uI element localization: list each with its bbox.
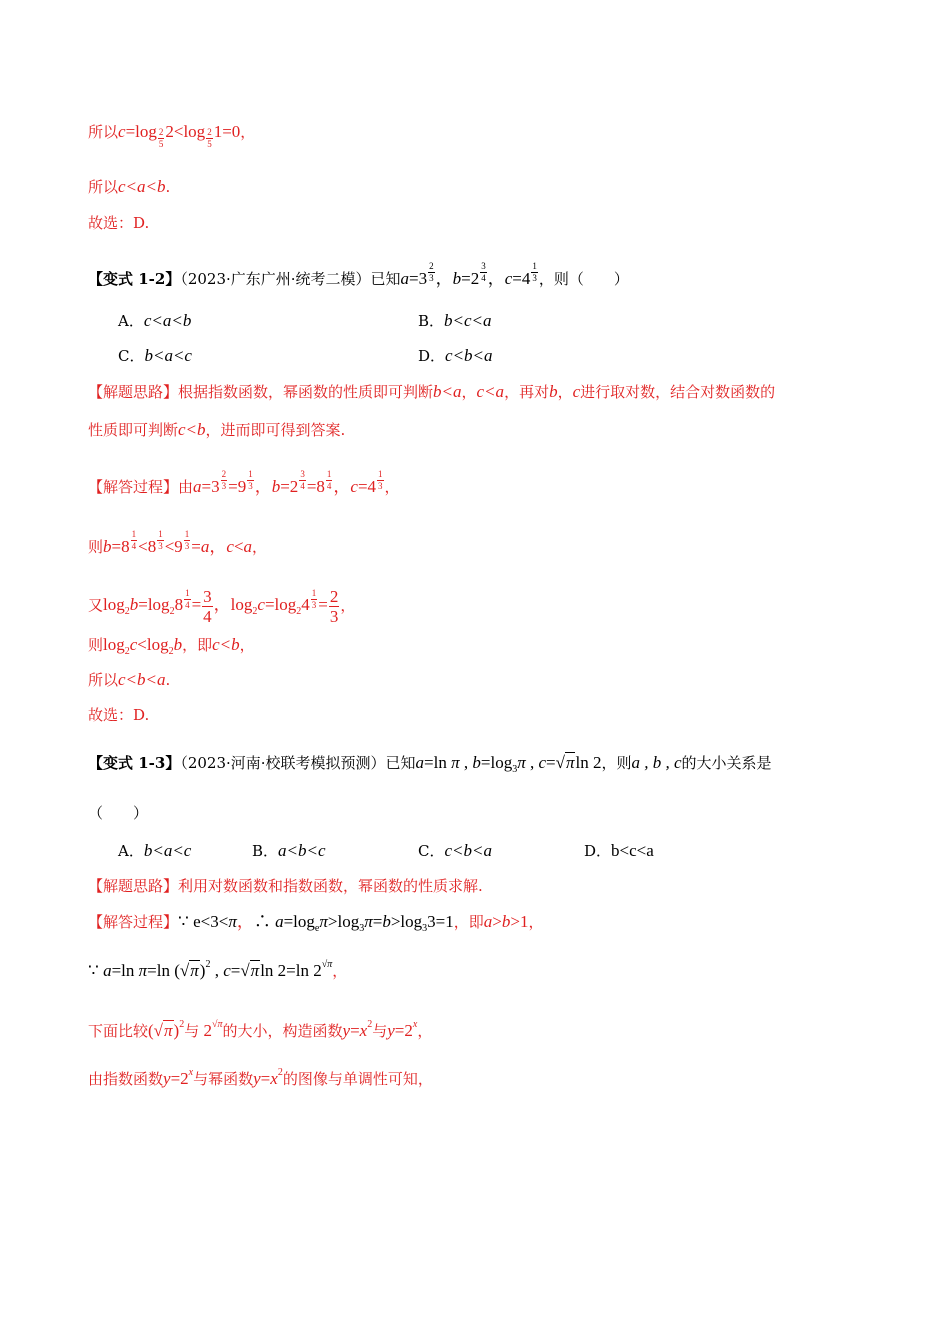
text: 所以 xyxy=(88,671,119,689)
process-2-line-3: 又$\log_2b=\log_28$ $^{\frac{1}{4}}$ = $\frac{3}{4}$ ，$\log_2c=\log_24$ $^{\frac{1}{3}}$ = $\frac{2}{3}$ ， xyxy=(88,587,356,626)
solution-idea-3 xyxy=(88,876,483,896)
math-expression: ∵ e<3<π，∴ $a=\log_e\pi>\log_3\pi=b>\log_33=1$ xyxy=(178,912,454,934)
math-expression: c<b xyxy=(178,420,206,439)
math-expression: c=log $_{\frac{2}{5}}$ 2<log $_{\frac{2}{5}}$ 1=0 xyxy=(118,122,241,150)
process-2-line-1: 【解答过程】由a=3 $^{\frac{2}{3}}$ =9 $^{\frac{1}{3}}$ ，b=2 $^{\frac{3}{4}}$ =8 $^{\frac{1}{4}}$ ，c=4 $^{\frac{1}{3}}$ ， xyxy=(88,469,400,496)
text: 根据指数函数，幂函数的性质即可判断 xyxy=(178,383,434,401)
text: 性质即可判断 xyxy=(88,421,179,439)
process-2-line-5: 所以c<b<a. xyxy=(88,670,171,689)
answer-1: 故选：D. xyxy=(88,214,150,232)
text: 与幂函数 xyxy=(193,1070,254,1088)
math-expression: ∵ a=ln π=ln $(√\pi)^2$ , c=√πln 2=ln $2^{√\pi}$ xyxy=(88,959,333,980)
process-3-line-1: 【解答过程】∵ e<3<π，∴ $a=\log_e\pi>\log_3\pi=b>\log_33=1$，即a>b>1， xyxy=(88,912,544,934)
process-2-line-4: 则$\log_2c<\log_2b$，即c<b， xyxy=(88,635,255,657)
option-letter: C． xyxy=(418,842,445,860)
math-expression: c xyxy=(572,382,581,401)
option-letter: A． xyxy=(118,842,144,860)
math-expression: b=8 $^{\frac{1}{4}}$ <8 $^{\frac{1}{3}}$ <9 $^{\frac{1}{3}}$ =a，c<a xyxy=(103,529,253,556)
math-expression: a=3 $^{\frac{2}{3}}$ =9 $^{\frac{1}{3}}$ ，b=2 $^{\frac{3}{4}}$ =8 $^{\frac{1}{4}}$ ，c=4 $^{\frac{1}{3}}$ xyxy=(193,469,383,496)
text: ，则（ ） xyxy=(538,269,629,288)
option-letter: A． xyxy=(118,312,144,330)
text: 所以 xyxy=(88,178,119,196)
conclusion-line-2: 所以c<a<b. xyxy=(88,177,171,196)
option-text: c<b<a xyxy=(444,841,492,860)
problem-source: （2023·广东广州·统考二模）已知 xyxy=(180,269,401,288)
process-2-line-2: 则b=8 $^{\frac{1}{4}}$ <8 $^{\frac{1}{3}}$ <9 $^{\frac{1}{3}}$ =a，c<a， xyxy=(88,529,268,556)
problem-label: 【变式 1-3】 xyxy=(88,754,181,772)
option-text: c<a<b xyxy=(143,311,192,330)
option-text: b<c<a xyxy=(611,841,654,860)
option-d[interactable] xyxy=(584,841,654,861)
text: 的大小关系是 xyxy=(681,754,772,772)
problem-label: 【变式 1-2】 xyxy=(88,269,181,288)
math-expression: b xyxy=(549,382,558,401)
text: 则 xyxy=(88,537,104,556)
math-expression: c<b<a xyxy=(118,670,166,689)
math-expression: $y=2^x$ xyxy=(163,1067,194,1088)
option-letter: B． xyxy=(252,842,279,860)
idea-label: 【解题思路】 xyxy=(88,877,179,895)
math-expression: $\log_2b=\log_28$ $^{\frac{1}{4}}$ = $\frac{3}{4}$ ，$\log_2c=\log_24$ $^{\frac{1}{3}}$ = $\frac{2}{3}$ xyxy=(103,587,339,626)
math-expression: $y=x^2$ xyxy=(342,1019,373,1040)
option-c[interactable] xyxy=(418,841,492,861)
text: 由指数函数 xyxy=(88,1070,164,1088)
option-b[interactable] xyxy=(252,841,326,861)
text: 利用对数函数和指数函数，幂函数的性质求解. xyxy=(178,877,483,895)
text: ，进而即可得到答案. xyxy=(205,421,346,439)
conclusion-line-1: 所以c=log $_{\frac{2}{5}}$ 2<log $_{\frac{2}{5}}$ 1=0， xyxy=(88,122,256,150)
text: 所以 xyxy=(88,123,119,141)
text: 与 xyxy=(184,1022,200,1040)
solution-idea-2-line-2 xyxy=(88,420,345,440)
option-letter: D． xyxy=(418,347,446,365)
option-a[interactable] xyxy=(118,841,191,861)
math-expression: $y=2^x$ xyxy=(387,1019,418,1040)
text: 由 xyxy=(178,477,194,496)
text: 与 xyxy=(372,1022,388,1040)
text: 则 xyxy=(88,636,104,654)
math-expression: a>b>1 xyxy=(483,912,529,931)
math-expression: $y=x^2$ xyxy=(253,1067,283,1088)
math-expression: a=ln π , $b=\log_3\pi$ , c=√πln 2 xyxy=(415,753,602,775)
option-text: c<b<a xyxy=(445,346,493,365)
problem-2-stem xyxy=(88,262,629,289)
text: 的大小，构造函数 xyxy=(222,1022,343,1040)
math-expression: a=3 $^{\frac{2}{3}}$ ，b=2 $^{\frac{3}{4}}$ ，c=4 $^{\frac{1}{3}}$ xyxy=(400,261,537,288)
math-expression: c<a xyxy=(476,382,505,401)
solution-idea-2-line-1: 【解题思路】根据指数函数，幂函数的性质即可判断b<a，c<a，再对b，c进行取对数，结合对数函数的 xyxy=(88,382,776,401)
text: 又 xyxy=(88,596,104,615)
answer-2: 故选：D. xyxy=(88,706,150,724)
text: 的图像与单调性可知， xyxy=(282,1070,433,1088)
process-3-line-4 xyxy=(88,1069,433,1089)
option-a[interactable] xyxy=(118,311,191,331)
text: 进行取对数，结合对数函数的 xyxy=(580,383,776,401)
option-d[interactable] xyxy=(418,346,493,366)
option-letter: C． xyxy=(118,347,145,365)
option-b[interactable] xyxy=(418,311,492,331)
option-text: b<a<c xyxy=(143,841,192,860)
option-text: b<c<a xyxy=(444,311,492,330)
math-expression: $\log_2c<\log_2b$ xyxy=(103,635,183,657)
problem-3-paren: （ ） xyxy=(88,804,149,822)
process-label: 【解答过程】 xyxy=(88,913,179,931)
text: 即 xyxy=(197,636,213,654)
text: ，再对 xyxy=(504,383,550,401)
text: ，则 xyxy=(601,754,632,772)
option-text: b<a<c xyxy=(144,346,192,365)
text: 即 xyxy=(468,913,484,931)
process-3-line-2: ∵ a=ln π=ln $(√\pi)^2$ , c=√πln 2=ln $2^{√\pi}$， xyxy=(88,959,348,980)
problem-source: （2023·河南·校联考模拟预测）已知 xyxy=(180,754,416,772)
option-c[interactable] xyxy=(118,346,192,366)
option-text: a<b<c xyxy=(278,841,326,860)
math-expression: b<a xyxy=(433,382,462,401)
math-expression: $(√\pi)^2$ xyxy=(148,1019,185,1040)
process-label: 【解答过程】 xyxy=(88,477,179,496)
option-letter: B． xyxy=(418,312,445,330)
problem-3-stem xyxy=(88,753,772,773)
option-letter: D． xyxy=(584,842,612,860)
math-expression: $2^{√\pi}$ xyxy=(199,1019,223,1040)
math-expression: c<a<b xyxy=(118,177,166,196)
idea-label: 【解题思路】 xyxy=(88,383,179,401)
process-3-line-3: 下面比较$(√\pi)^2$与 $2^{√\pi}$的大小，构造函数$y=x^2$与$y=2^x$， xyxy=(88,1019,433,1040)
math-expression: a , b , c xyxy=(631,753,682,772)
math-expression: c<b xyxy=(212,635,240,654)
text: 下面比较 xyxy=(88,1022,149,1040)
